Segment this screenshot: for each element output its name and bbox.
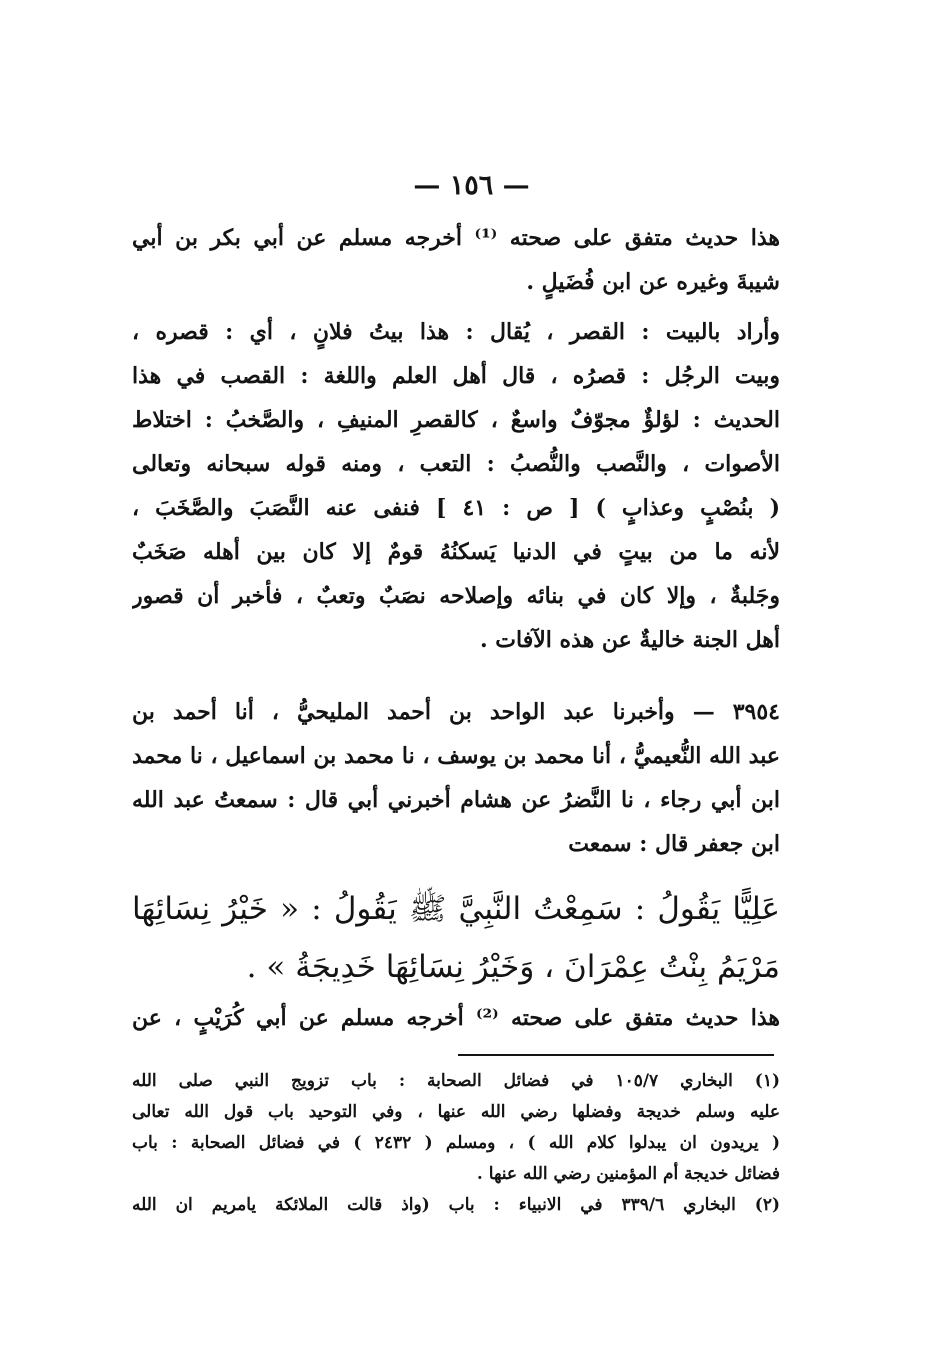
footnote-line: فضائل خديجة أم المؤمنين رضي الله عنها .	[476, 1164, 780, 1184]
text-line: الحديث : لؤلؤٌ مجوّفٌ واسعٌ ، كالقصرِ المنيفِ ، والصَّخبُ : اختلاط	[132, 407, 780, 433]
text-line: أهل الجنة خاليةٌ عن هذه الآفات .	[479, 627, 780, 653]
footnote-separator	[458, 1054, 774, 1056]
text-line: ( بنُصْبٍ وعذابٍ ) [ ص : ٤١ ] فنفى عنه النَّصَبَ والصَّخَبَ ،	[132, 495, 780, 521]
text-line: لأنه ما من بيتٍ في الدنيا يَسكنُهُ قومٌ إلا كان بين أهله صَخَبٌ	[132, 539, 780, 565]
text-line: هذا حديث متفق على صحته ⁽¹⁾ أخرجه مسلم عن أبي بكر بن أبي	[132, 225, 780, 251]
hadith-line: مَرْيَمُ بِنْتُ عِمْرَانَ ، وَخَيْرُ نِسَائِهَا خَدِيجَةُ » .	[246, 949, 780, 985]
text-line: وجَلبةٌ ، وإلا كان في بنائه وإصلاحه نصَبٌ وتعبٌ ، فأخبر أن قصور	[132, 583, 780, 609]
page-number: — ١٥٦ —	[413, 170, 530, 201]
text-line: ابن جعفر قال : سمعت	[568, 831, 780, 857]
paragraph-1	[132, 216, 780, 304]
footnote-2	[132, 1190, 780, 1221]
text-line: شيبةَ وغيره عن ابن فُضَيلٍ .	[526, 269, 780, 295]
closing-paragraph	[132, 996, 780, 1040]
text-line: هذا حديث متفق على صحته ⁽²⁾ أخرجه مسلم عن أبي كُرَيْبٍ ، عن	[132, 1005, 780, 1031]
footnote-line: (١) البخاري ١٠٥/٧ في فضائل الصحابة : باب تزويج النبي صلى الله	[132, 1071, 780, 1091]
text-line: عبد الله النُّعيميُّ ، أنا محمد بن يوسف ، نا محمد بن اسماعيل ، نا محمد	[132, 743, 780, 769]
text-line: ابن أبي رجاء ، نا النَّضرُ عن هشام أخبرني أبي قال : سمعتُ عبد الله	[132, 787, 780, 813]
footnote-line: ( يريدون ان يبدلوا كلام الله ) ، ومسلم ( ٢٤٣٢ ) في فضائل الصحابة : باب	[132, 1133, 780, 1153]
footnote-line: (٢) البخاري ٣٣٩/٦ في الانبياء : باب (واذ قالت الملائكة يامريم ان الله	[132, 1195, 780, 1215]
hadith-line: عَلِيًّا يَقُولُ : سَمِعْتُ النَّبِيَّ ﷺ يَقُولُ : « خَيْرُ نِسَائِهَا	[132, 891, 780, 927]
text-line: الأصوات ، والنَّصب والنُّصبُ : التعب ، ومنه قوله سبحانه وتعالى	[132, 451, 780, 477]
paragraph-3-isnad	[132, 690, 780, 866]
footnote-line: عليه وسلم خديجة وفضلها رضي الله عنها ، وفي التوحيد باب قول الله تعالى	[132, 1102, 780, 1122]
text-line: وبيت الرجُل : قصرُه ، قال أهل العلم واللغة : القصب في هذا	[132, 363, 780, 389]
paragraph-2	[132, 310, 780, 662]
footnote-1	[132, 1066, 780, 1190]
text-line: ٣٩٥٤ — وأخبرنا عبد الواحد بن أحمد المليحيُّ ، أنا أحمد بن	[132, 699, 780, 725]
text-line: وأراد بالبيت : القصر ، يُقال : هذا بيتُ فلانٍ ، أي : قصره ،	[132, 319, 780, 345]
hadith-text	[132, 880, 780, 996]
